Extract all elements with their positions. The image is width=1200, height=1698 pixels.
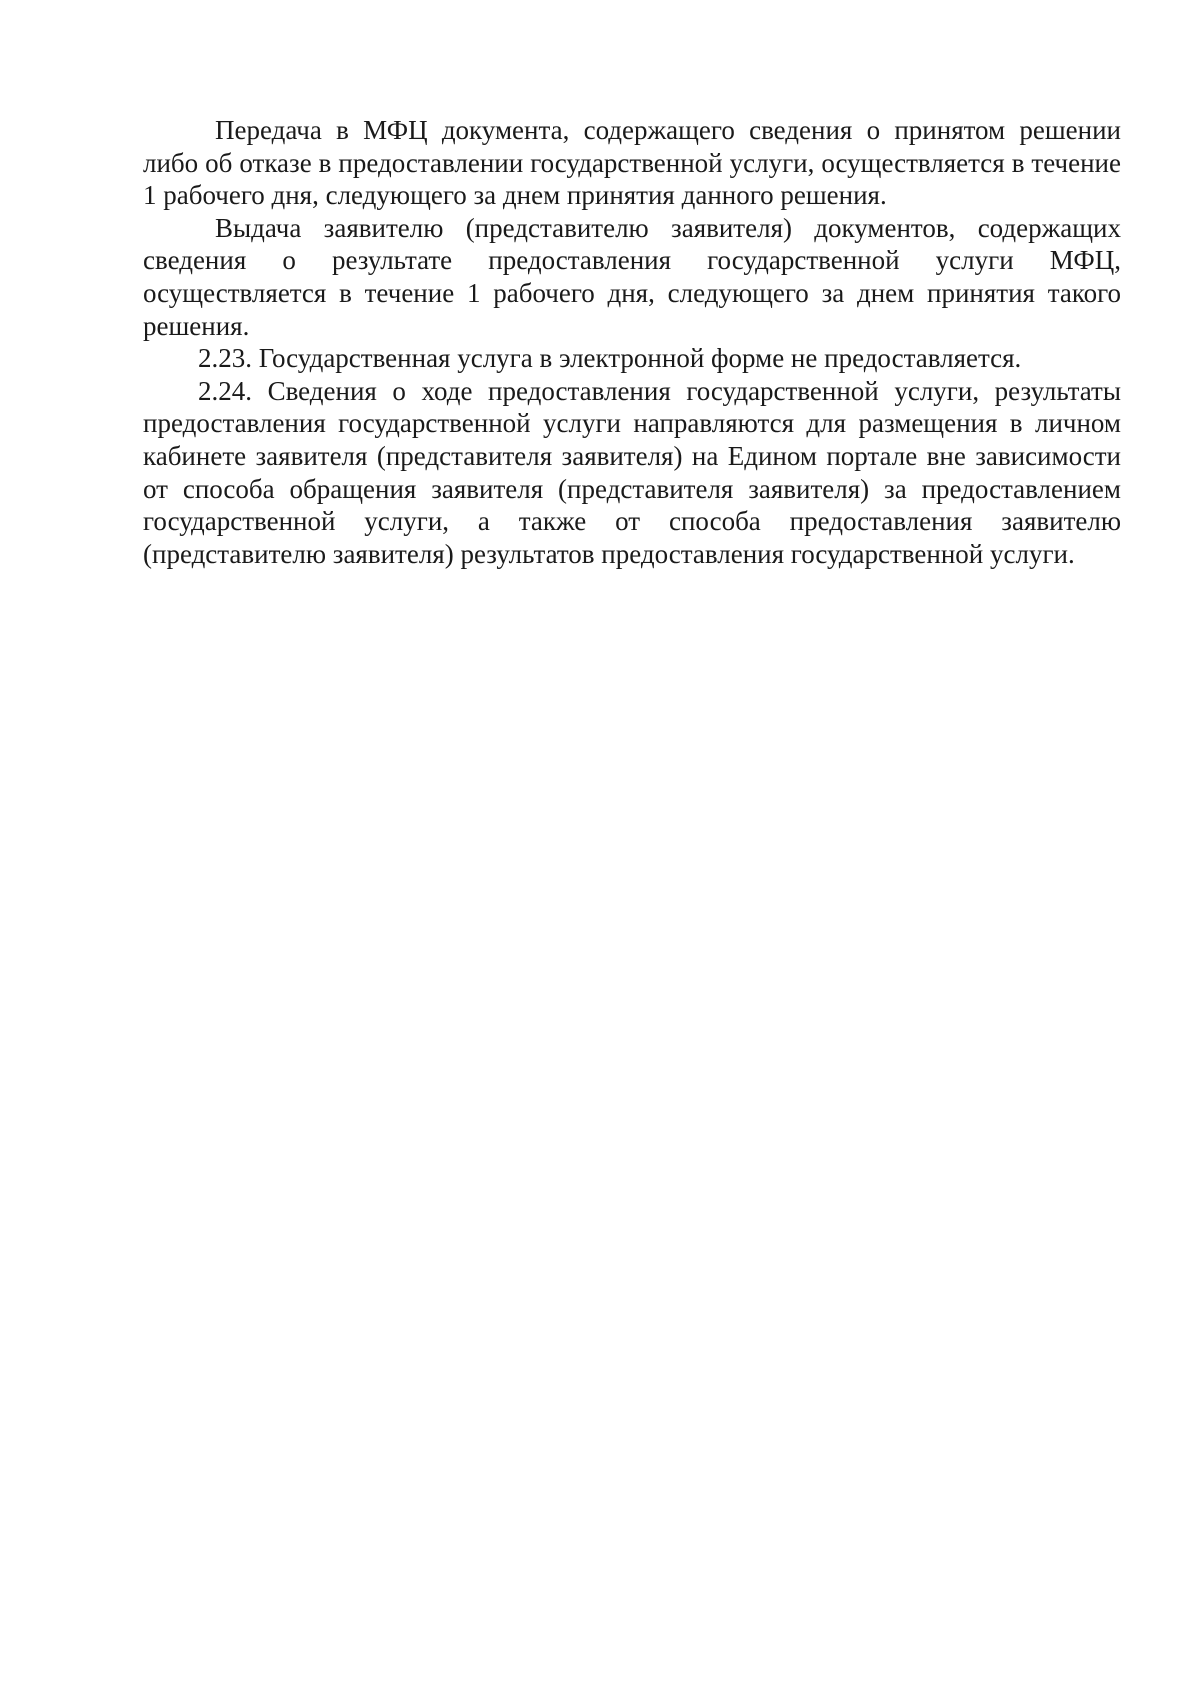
paragraph-2-24: 2.24. Сведения о ходе предоставления государственной услуги, результаты предоставления государственной услуги направляются для размещения в личном кабинете заявителя (представителя заявителя) на Едином портале вне зависимости от способа обращения заявителя (представителя заявителя) за предоставлением государственной услуги, а также от способа предоставления заявителю (представителю заявителя) результатов предоставления государственной услуги. [143, 375, 1121, 569]
document-body [143, 114, 1121, 570]
paragraph-issuance: Выдача заявителю (представителю заявителя) документов, содержащих сведения о результате предоставления государственной услуги МФЦ, осуществляется в течение 1 рабочего дня, следующего за днем принятия такого решения. [143, 212, 1121, 341]
paragraph-mfc-transfer: Передача в МФЦ документа, содержащего сведения о принятом решении либо об отказе в предоставлении государственной услуги, осуществляется в течение 1 рабочего дня, следующего за днем принятия данного решения. [143, 115, 1121, 211]
paragraph-2-23: 2.23. Государственная услуга в электронной форме не предоставляется. [198, 343, 1022, 374]
